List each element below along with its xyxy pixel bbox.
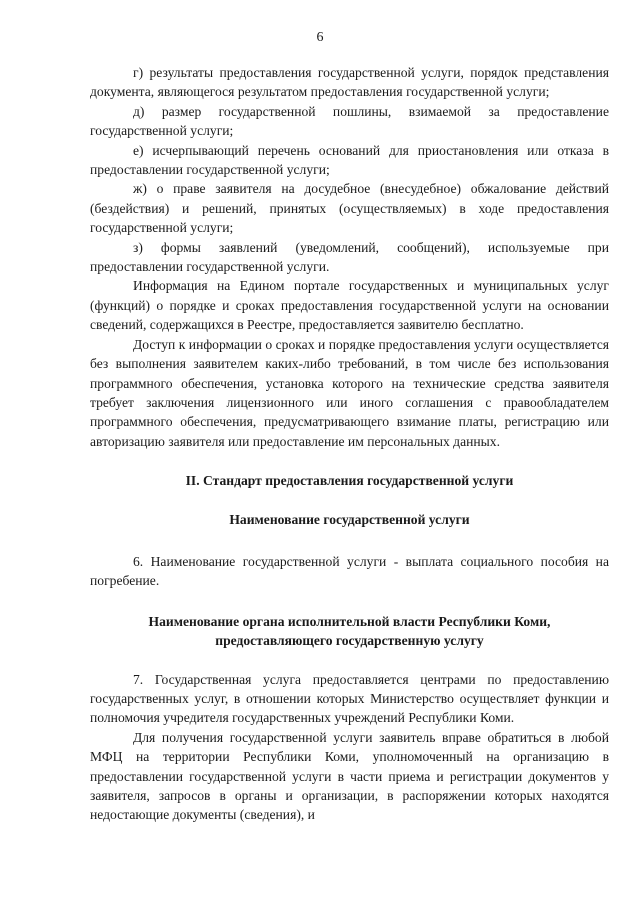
list-item-d: д) размер государственной пошлины, взимаемой за предоставление государственной услуги; bbox=[90, 103, 609, 139]
subheading-authority-line-2: предоставляющего государственную услугу bbox=[215, 633, 484, 649]
list-item-g: г) результаты предоставления государственной услуги, порядок представления документа, являющегося результатом предоставления государственной услуги; bbox=[90, 65, 609, 100]
list-item-e: е) исчерпывающий перечень оснований для приостановления или отказа в предоставлении государственной услуги; bbox=[90, 142, 609, 178]
subheading-service-name: Наименование государственной услуги bbox=[229, 511, 470, 527]
document-body bbox=[90, 63, 609, 825]
paragraph-mfc: Для получения государственной услуги заявитель вправе обратиться в любой МФЦ на территории Республики Коми, уполномоченный на организацию в предоставлении государственной услуги в части приема и регистрации документов у заявителя, запросов в органы и организации, в распоряжении которых находятся недостающие документы (сведения), и bbox=[90, 729, 609, 823]
list-item-zh: ж) о праве заявителя на досудебное (внесудебное) обжалование действий (бездействия) и решений, принятых (осуществляемых) в ходе предоставления государственной услуги; bbox=[90, 181, 609, 236]
page-number: 6 bbox=[316, 30, 324, 45]
section-heading: II. Стандарт предоставления государственной услуги bbox=[185, 473, 514, 489]
paragraph-6: 6. Наименование государственной услуги - выплата социального пособия на погребение. bbox=[90, 553, 609, 589]
paragraph-7: 7. Государственная услуга предоставляется центрами по предоставлению государственных услуг, в отношении которых Министерство осуществляет функции и полномочия учредителя государственных учреждений Республики Коми. bbox=[90, 671, 609, 726]
paragraph-access-info: Доступ к информации о сроках и порядке предоставления услуги осуществляется без выполнения заявителем каких-либо требований, в том числе без использования программного обеспечения, установка которого на технические средства заявителя требует заключения лицензионного или иного соглашения с правообладателем программного обеспечения, предусматривающего взимание платы, регистрацию или авторизацию заявителя или предоставление им персональных данных. bbox=[90, 336, 609, 449]
list-item-z: з) формы заявлений (уведомлений, сообщений), используемые при предоставлении государственной услуги. bbox=[90, 239, 609, 275]
paragraph-portal-info: Информация на Едином портале государственных и муниципальных услуг (функций) о порядке и сроках предоставления государственной услуги на основании сведений, содержащихся в Реестре, предоставляется заявителю бесплатно. bbox=[90, 278, 609, 333]
subheading-authority-line-1: Наименование органа исполнительной власти Республики Коми, bbox=[148, 613, 551, 629]
